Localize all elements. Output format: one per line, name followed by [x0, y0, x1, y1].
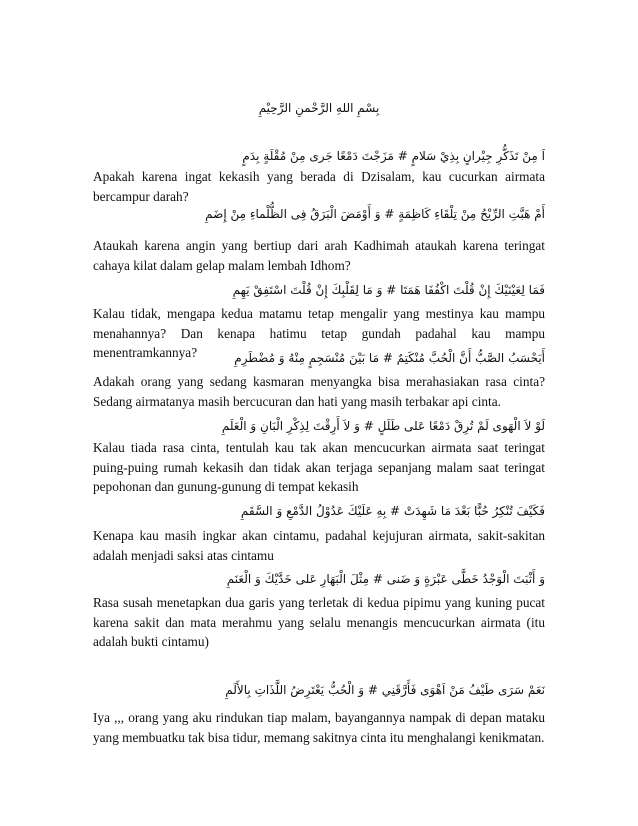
couplet-translation-5: Kalau tiada rasa cinta, tentulah kau tak akan mencucurkan airmata saat teringat puing-puing rumah kekasih dan tidak akan terjaga sepanjang malam saat teringat pepohonan dan gunung-gunung di tempat kekasih — [93, 440, 545, 494]
couplet-translation-2: Ataukah karena angin yang bertiup dari arah Kadhimah ataukah karena teringat cahaya kilat dalam gelap malam lembah Idhom? — [93, 238, 545, 273]
basmalah: بِسْمِ اللهِ الرَّحْمنِ الرَّحِيْمِ — [258, 101, 380, 115]
couplet-arabic-4: أَيَحْسَبُ الصَّبُّ أَنَّ الْحُبَّ مُنْكَتِمٌ # مَا بَيْنَ مُنْسَجِمٍ مِنْهُ وَ مُضْطَرِمِ — [234, 351, 545, 365]
couplet-translation-7: Rasa susah menetapkan dua garis yang terletak di kedua pipimu yang kuning pucat karena sakit dan mata merahmu yang selalu menangis mencucurkan airmata (itu adalah bukti cintamu) — [93, 595, 545, 649]
couplet-translation-8: Iya ,,, orang yang aku rindukan tiap malam, bayangannya nampak di depan mataku yang membuatku tak bisa tidur, memang sakitnya cinta itu menghalangi kenikmatan. — [93, 710, 545, 745]
couplet-arabic-7: وَ أَثْبَتَ الْوَجْدُ خَطَّى عَبْرَةٍ وَ ضَنى # مِثْلَ الْبَهَارِ عَلى خَدَّيْكَ وَ الْعَنَمِ — [226, 572, 545, 586]
couplet-arabic-8: نَعَمْ سَرَى طَيْفُ مَنْ اَهْوَى فَأَرَّقَنِي # وَ الْحُبُّ يَعْتَرِضُ اللَّذَاتِ بِالأَلَمِ — [225, 683, 545, 697]
couplet-arabic-2: أَمْ هَبَّتِ الرِّيْحُ مِنْ تِلْقَاءِ كَاظِمَةٍ # وَ أَوْمَضَ الْبَرَقُ فِى الظُّلْماءِ مِنْ إِضَمِ — [205, 207, 545, 221]
couplet-arabic-5: لَوْ لاَ الْهَوى لَمْ تُرِقْ دَمْعًا عَلى طَلَلٍ # وَ لاَ أَرِقْتَ لِذِكْرِ الْبَانِ وَ الْعَلَمِ — [221, 419, 545, 433]
couplet-translation-3: Kalau tidak, mengapa kedua matamu tetap mengalir yang mestinya kau mampu menahannya? Dan kenapa hatimu tetap gundah padahal kau mampu menentramkannya? — [93, 306, 545, 360]
couplet-translation-1: Apakah karena ingat kekasih yang berada di Dzisalam, kau cucurkan airmata bercampur darah? — [93, 169, 545, 204]
couplet-arabic-6: فَكَيْفَ تُنْكِرُ حُبًّا بَعْدَ مَا شَهِدَتْ # بِهِ عَلَيْكَ عَدُوْلُ الدَّمْعِ وَ السَّقَمِ — [240, 504, 545, 518]
couplet-translation-4: Adakah orang yang sedang kasmaran menyangka bisa merahasiakan rasa cinta? Sedang airmatanya masih bercucuran dan hati yang masih terbakar api cinta. — [93, 374, 545, 409]
couplet-translation-6: Kenapa kau masih ingkar akan cintamu, padahal kejujuran airmata, sakit-sakitan adalah menjadi saksi atas cintamu — [93, 528, 545, 563]
couplet-arabic-3: فَمَا لِعَيْنَيْكَ إِنْ قُلْتَ اكْفُفَا هَمَتَا # وَ مَا لِقَلْبِكَ إِنْ قُلْتَ اسْتَفِقْ يَهِمِ — [232, 283, 545, 297]
couplet-arabic-1: اَ مِنْ تَذَكُّرِ جِيْرانٍ بِذِيْ سَلامٍ # مَزَجْتَ دَمْعًا جَرى مِنْ مُقْلَةٍ بِدَمٍ — [242, 149, 545, 163]
